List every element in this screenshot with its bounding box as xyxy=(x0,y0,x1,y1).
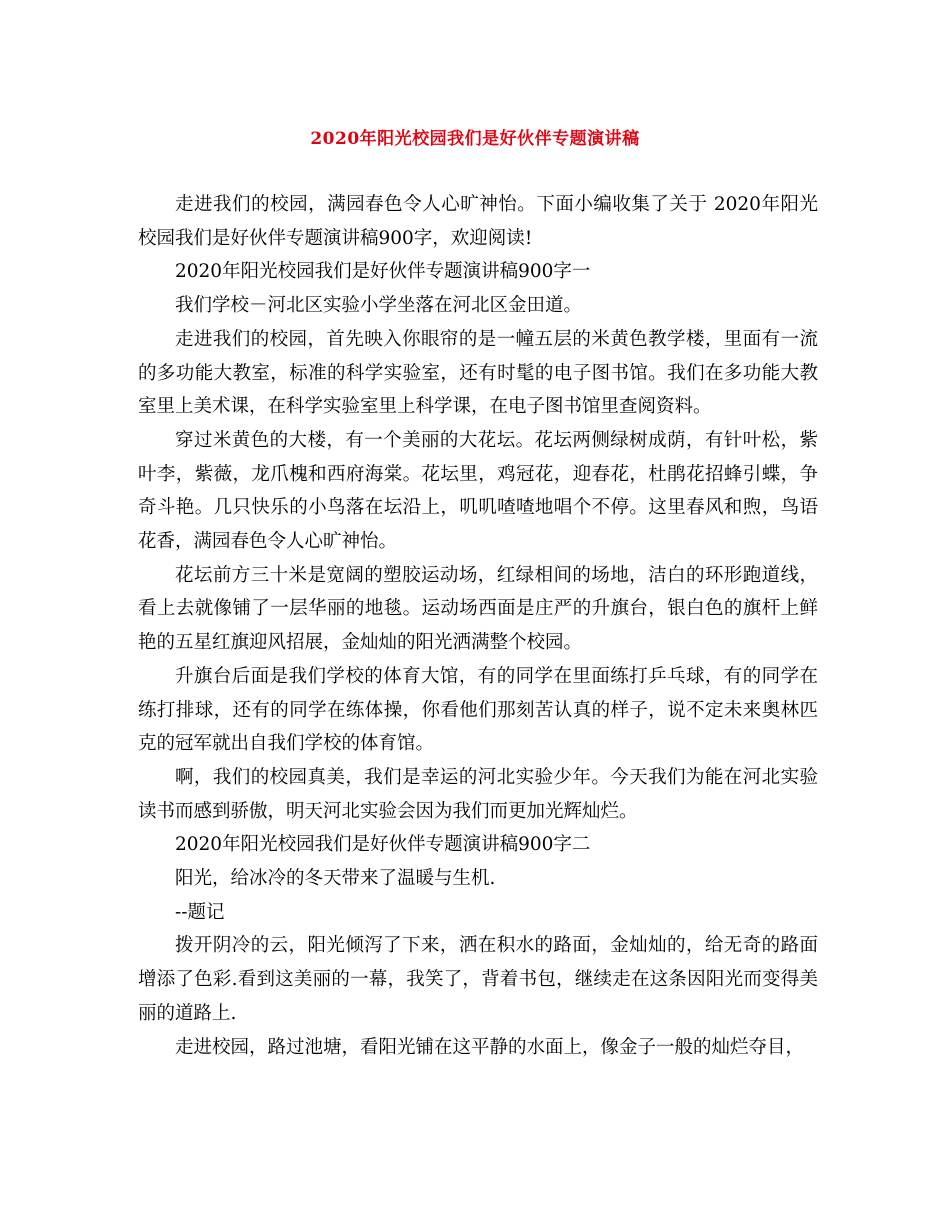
paragraph: 花坛前方三十米是宽阔的塑胶运动场，红绿相间的场地，洁白的环形跑道线，看上去就像铺了一层华丽的地毯。运动场西面是庄严的升旗台，银白色的旗杆上鲜艳的五星红旗迎风招展，金灿灿的阳光洒满整个校园。 xyxy=(138,564,818,654)
paragraph: 穿过米黄色的大楼，有一个美丽的大花坛。花坛两侧绿树成荫，有针叶松，紫叶李，紫薇，龙爪槐和西府海棠。花坛里，鸡冠花，迎春花，杜鹃花招蜂引蝶，争奇斗艳。几只快乐的小鸟落在坛沿上，叽叽喳喳地唱个不停。这里春风和煦，鸟语花香，满园春色令人心旷神怡。 xyxy=(138,429,818,553)
document-body xyxy=(138,188,818,1064)
paragraph: 啊，我们的校园真美，我们是幸运的河北实验少年。今天我们为能在河北实验读书而感到骄傲，明天河北实验会因为我们而更加光辉灿烂。 xyxy=(138,766,818,822)
paragraph: 走进我们的校园，首先映入你眼帘的是一幢五层的米黄色教学楼，里面有一流的多功能大教室，标准的科学实验室，还有时髦的电子图书馆。我们在多功能大教室里上美术课，在科学实验室里上科学课，在电子图书馆里查阅资料。 xyxy=(138,328,818,418)
paragraph: 阳光，给冰冷的冬天带来了温暖与生机. xyxy=(175,868,496,890)
paragraph: 我们学校－河北区实验小学坐落在河北区金田道。 xyxy=(175,295,583,317)
paragraph: 走进校园，路过池塘，看阳光铺在这平静的水面上，像金子一般的灿烂夺目， xyxy=(175,1036,805,1058)
paragraph: 拨开阴冷的云，阳光倾泻了下来，洒在积水的路面，金灿灿的，给无奇的路面增添了色彩.看到这美丽的一幕，我笑了，背着书包，继续走在这条因阳光而变得美丽的道路上. xyxy=(138,935,818,1024)
document-title: 2020年阳光校园我们是好伙伴专题演讲稿 xyxy=(310,129,640,149)
paragraph: 走进我们的校园，满园春色令人心旷神怡。下面小编收集了关于 2020年阳光校园我们是好伙伴专题演讲稿900字，欢迎阅读! xyxy=(138,194,818,249)
paragraph: 升旗台后面是我们学校的体育大馆，有的同学在里面练打乒乓球，有的同学在练打排球，还有的同学在练体操，你看他们那刻苦认真的样子，说不定未来奥林匹克的冠军就出自我们学校的体育馆。 xyxy=(138,665,818,755)
paragraph: 2020年阳光校园我们是好伙伴专题演讲稿900字二 xyxy=(175,834,591,856)
paragraph: --题记 xyxy=(175,901,225,923)
paragraph: 2020年阳光校园我们是好伙伴专题演讲稿900字一 xyxy=(175,261,591,283)
